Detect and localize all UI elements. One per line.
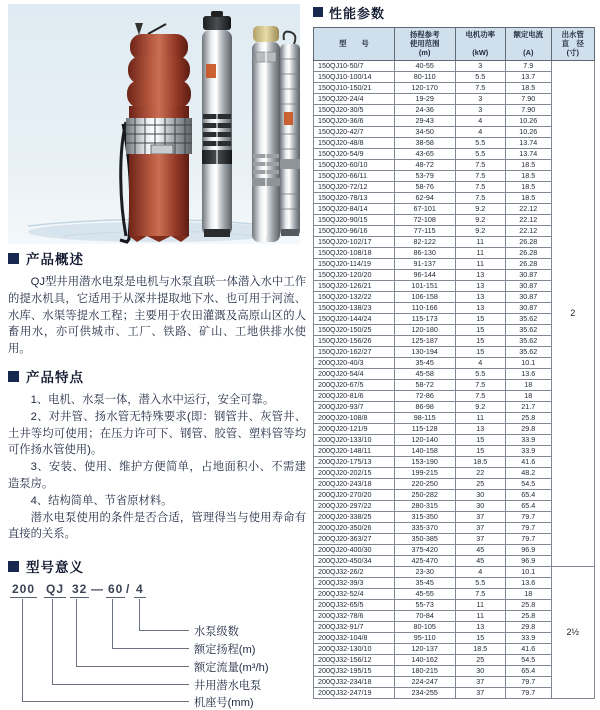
cell-power: 11 [455,610,506,621]
cell-model: 200QJ20-93/7 [314,401,395,412]
cell-range: 58-76 [394,181,455,192]
cell-power: 13 [455,269,506,280]
cell-current: 18.5 [506,192,551,203]
cell-model: 200QJ20-81/6 [314,390,395,401]
header-model [314,28,395,61]
cell-model: 200QJ32-195/15 [314,665,395,676]
cell-current: 13.7 [506,71,551,82]
cell-power: 5.5 [455,577,506,588]
cell-range: 40-55 [394,60,455,71]
cell-range: 115-173 [394,313,455,324]
cell-current: 48.2 [506,467,551,478]
cell-model: 200QJ20-40/3 [314,357,395,368]
cell-current: 35.62 [506,324,551,335]
cell-current: 29.8 [506,621,551,632]
cell-current: 30.87 [506,291,551,302]
header-outlet-line1: 出水管 [561,30,584,39]
cell-model: 200QJ20-338/25 [314,511,395,522]
cell-power: 22 [455,467,506,478]
cell-current: 29.8 [506,423,551,434]
cell-range: 120-140 [394,434,455,445]
cell-model: 150QJ10-50/7 [314,60,395,71]
cell-range: 67-101 [394,203,455,214]
cell-current: 25.8 [506,599,551,610]
cell-model: 150QJ20-150/25 [314,324,395,335]
cell-power: 30 [455,500,506,511]
features-title: 产品特点 [26,370,84,385]
table-header-row [314,28,595,61]
cell-current: 35.62 [506,313,551,324]
cell-power: 11 [455,258,506,269]
cell-power: 4 [455,357,506,368]
cell-power: 37 [455,533,506,544]
feature-item: 3、安装、使用、维护方便简单，占地面积小、不需建造泵房。 [8,461,306,490]
cell-range: 80-105 [394,621,455,632]
cell-model: 200QJ32-26/2 [314,566,395,577]
cell-range: 220-250 [394,478,455,489]
cell-power: 15 [455,324,506,335]
cell-current: 10.26 [506,115,551,126]
cell-range: 86-130 [394,247,455,258]
code-flow: 32 [72,582,88,596]
cell-range: 96-144 [394,269,455,280]
cell-model: 200QJ32-130/10 [314,643,395,654]
cell-model: 200QJ20-297/22 [314,500,395,511]
cell-current: 22.12 [506,214,551,225]
cell-current: 54.5 [506,478,551,489]
header-current-unit: (A) [523,48,534,58]
cell-power: 15 [455,313,506,324]
cell-current: 41.6 [506,456,551,467]
cell-range: 70-84 [394,610,455,621]
cell-range: 45-55 [394,588,455,599]
header-outlet [551,28,594,61]
cell-model: 150QJ20-108/18 [314,247,395,258]
cell-current: 18.5 [506,170,551,181]
section-bullet-icon [8,371,19,382]
cell-model: 150QJ20-162/27 [314,346,395,357]
cell-model: 150QJ20-84/14 [314,203,395,214]
cell-model: 200QJ20-363/27 [314,533,395,544]
cell-current: 79.7 [506,687,551,698]
cell-range: 375-420 [394,544,455,555]
cell-model: 150QJ20-96/16 [314,225,395,236]
cell-range: 86-98 [394,401,455,412]
code-head: 60 [108,582,124,596]
cell-current: 54.5 [506,654,551,665]
cell-model: 200QJ32-104/8 [314,632,395,643]
cell-current: 21.7 [506,401,551,412]
feature-item: 2、对井管、扬水管无特殊要求(即：钢管井、灰管井、土井等均可使用；在压力许可下、钢管、胶管、塑料管等均可作扬水管使用)。 [8,410,306,457]
cell-power: 5.5 [455,137,506,148]
cell-power: 15 [455,434,506,445]
cell-model: 200QJ32-65/5 [314,599,395,610]
cell-range: 55-73 [394,599,455,610]
cell-power: 7.5 [455,192,506,203]
cell-model: 150QJ20-114/19 [314,258,395,269]
cell-range: 234-255 [394,687,455,698]
cell-power: 7.5 [455,588,506,599]
cell-range: 35-45 [394,577,455,588]
cell-range: 125-187 [394,335,455,346]
cell-current: 33.9 [506,434,551,445]
cell-model: 200QJ20-243/18 [314,478,395,489]
label-flow: 额定流量(m³/h) [194,662,269,674]
cell-current: 30.87 [506,302,551,313]
cell-power: 25 [455,654,506,665]
cell-current: 35.62 [506,346,551,357]
cell-power: 13 [455,621,506,632]
label-stages: 水泵级数 [194,626,239,638]
cell-model: 200QJ32-234/18 [314,676,395,687]
cell-current: 30.87 [506,269,551,280]
cell-current: 18.5 [506,181,551,192]
cell-model: 150QJ20-48/8 [314,137,395,148]
cell-current: 7.9 [506,60,551,71]
table-row [314,60,595,71]
cell-power: 11 [455,599,506,610]
cell-current: 65.4 [506,500,551,511]
cell-power: 13 [455,280,506,291]
features-note: 潜水电泵使用的条件是否合适，管理得当与使用寿命有直接的关系。 [8,511,306,541]
cell-power: 13 [455,423,506,434]
cell-power: 7.5 [455,390,506,401]
overview-title: 产品概述 [26,252,84,267]
cell-power: 15 [455,335,506,346]
cell-model: 150QJ20-120/20 [314,269,395,280]
section-overview [8,248,306,358]
cell-range: 98-115 [394,412,455,423]
cell-power: 18.5 [455,456,506,467]
code-dash: — [91,582,103,596]
cell-model: 150QJ20-90/15 [314,214,395,225]
cell-model: 150QJ20-30/5 [314,104,395,115]
cell-range: 29-43 [394,115,455,126]
cell-power: 5.5 [455,368,506,379]
header-model-text: 型 号 [339,39,369,49]
cell-model: 150QJ20-54/9 [314,148,395,159]
cell-range: 24-36 [394,104,455,115]
cell-model: 200QJ32-247/19 [314,687,395,698]
cell-power: 15 [455,632,506,643]
cell-range: 48-72 [394,159,455,170]
cell-outlet-diameter: 2½ [551,566,594,698]
cell-power: 7.5 [455,82,506,93]
cell-power: 7.5 [455,379,506,390]
cell-power: 3 [455,93,506,104]
cell-range: 110-166 [394,302,455,313]
cell-model: 200QJ20-202/15 [314,467,395,478]
section-features [8,366,306,543]
cell-current: 26.28 [506,258,551,269]
cell-range: 91-137 [394,258,455,269]
section-bullet-icon [313,7,323,17]
cell-range: 43-65 [394,148,455,159]
cell-model: 200QJ20-350/26 [314,522,395,533]
cell-power: 7.5 [455,170,506,181]
cell-range: 130-194 [394,346,455,357]
cell-current: 65.4 [506,489,551,500]
cell-range: 335-370 [394,522,455,533]
section-model-meaning [8,556,306,709]
cell-power: 3 [455,104,506,115]
cell-power: 37 [455,676,506,687]
cell-model: 200QJ20-175/13 [314,456,395,467]
cell-model: 150QJ20-66/11 [314,170,395,181]
cell-model: 200QJ32-39/3 [314,577,395,588]
cell-range: 106-158 [394,291,455,302]
cell-range: 350-385 [394,533,455,544]
cell-range: 82-122 [394,236,455,247]
cell-power: 30 [455,665,506,676]
label-base: 机座号(mm) [194,697,254,709]
cell-range: 80-110 [394,71,455,82]
cell-model: 150QJ20-126/21 [314,280,395,291]
model-meaning-title: 型号意义 [26,560,84,575]
cell-model: 150QJ20-60/10 [314,159,395,170]
cell-model: 150QJ20-138/23 [314,302,395,313]
cell-model: 200QJ20-270/20 [314,489,395,500]
cell-range: 34-50 [394,126,455,137]
cell-outlet-diameter: 2 [551,60,594,566]
cell-model: 150QJ20-72/12 [314,181,395,192]
pumps-illustration [8,4,300,244]
cell-model: 150QJ20-132/22 [314,291,395,302]
cell-power: 13 [455,302,506,313]
cell-power: 30 [455,489,506,500]
cell-power: 37 [455,511,506,522]
cell-current: 26.28 [506,236,551,247]
cell-model: 150QJ20-42/7 [314,126,395,137]
cell-range: 224-247 [394,676,455,687]
cell-current: 96.9 [506,555,551,566]
cell-current: 13.6 [506,577,551,588]
cell-range: 101-151 [394,280,455,291]
cell-current: 65.4 [506,665,551,676]
header-current [506,28,551,61]
cell-model: 200QJ20-148/11 [314,445,395,456]
cell-current: 33.9 [506,632,551,643]
cell-power: 4 [455,126,506,137]
cell-range: 199-215 [394,467,455,478]
cell-range: 23-30 [394,566,455,577]
model-code-diagram [8,582,306,709]
cell-model: 200QJ32-52/4 [314,588,395,599]
cell-power: 9.2 [455,214,506,225]
cell-current: 26.28 [506,247,551,258]
section-bullet-icon [8,561,19,572]
cell-current: 18.5 [506,82,551,93]
pump-steel-beige-cap [252,26,280,242]
cell-range: 77-115 [394,225,455,236]
cell-range: 120-170 [394,82,455,93]
header-outlet-line2: 直 径 [561,39,584,49]
cell-power: 18.5 [455,643,506,654]
cell-range: 140-162 [394,654,455,665]
cell-range: 140-158 [394,445,455,456]
cell-current: 30.87 [506,280,551,291]
section-performance [313,3,599,699]
cell-range: 45-58 [394,368,455,379]
cell-range: 72-86 [394,390,455,401]
label-type: 井用潜水电泵 [194,680,262,692]
cell-range: 180-215 [394,665,455,676]
cell-power: 7.5 [455,159,506,170]
header-range-line2: 使用范围 [409,39,440,49]
code-stages: 4 [136,582,144,596]
cell-current: 10.26 [506,126,551,137]
header-range [394,28,455,61]
header-range-unit: (m) [418,48,431,58]
performance-table [313,27,595,699]
cell-range: 35-45 [394,357,455,368]
performance-title: 性能参数 [329,5,386,21]
cell-current: 18.5 [506,159,551,170]
cell-power: 11 [455,412,506,423]
cell-current: 10.1 [506,566,551,577]
cell-power: 4 [455,115,506,126]
connector-line [22,599,189,702]
cell-model: 200QJ32-91/7 [314,621,395,632]
cell-current: 22.12 [506,203,551,214]
cell-model: 150QJ20-24/4 [314,93,395,104]
cell-range: 120-180 [394,324,455,335]
cell-power: 13 [455,291,506,302]
product-photo [8,4,300,244]
cell-current: 41.6 [506,643,551,654]
cell-current: 18 [506,588,551,599]
cell-model: 200QJ20-108/8 [314,412,395,423]
header-power [455,28,506,61]
cell-power: 45 [455,555,506,566]
cell-current: 22.12 [506,225,551,236]
cell-current: 33.9 [506,445,551,456]
cell-range: 250-282 [394,489,455,500]
cell-current: 79.7 [506,522,551,533]
overview-body: QJ型井用潜水电泵是电机与水泵直联一体潜入水中工作的提水机具，它适用于从深井提取地下水、也可用于河流、水库、水渠等提水工程；主要用于农田灌溉及高原山区的人畜用水，亦可供城市、工厂、铁路、矿山、工地供排水使用。 [8,276,306,356]
cell-power: 5.5 [455,148,506,159]
header-power-line1: 电机功率 [465,30,496,39]
cell-model: 200QJ20-400/30 [314,544,395,555]
cell-range: 62-94 [394,192,455,203]
cell-power: 5.5 [455,71,506,82]
cell-current: 7.90 [506,104,551,115]
feature-item: 4、结构简单、节省原材料。 [30,494,173,507]
cell-current: 13.74 [506,148,551,159]
cell-range: 53-79 [394,170,455,181]
cell-current: 79.7 [506,533,551,544]
header-outlet-unit: (寸) [566,48,579,58]
cell-model: 200QJ32-78/6 [314,610,395,621]
cell-current: 35.62 [506,335,551,346]
cell-range: 58-72 [394,379,455,390]
pump-steel-black-cap [202,11,232,237]
cell-power: 15 [455,346,506,357]
feature-item: 1、电机、水泵一体，潜入水中运行，安全可靠。 [30,394,275,406]
cell-power: 9.2 [455,225,506,236]
cell-power: 37 [455,687,506,698]
cell-current: 7.90 [506,93,551,104]
cell-current: 25.8 [506,610,551,621]
cell-power: 9.2 [455,401,506,412]
cell-model: 200QJ20-54/4 [314,368,395,379]
cell-model: 200QJ32-156/12 [314,654,395,665]
cell-range: 425-470 [394,555,455,566]
cell-current: 79.7 [506,676,551,687]
cell-range: 315-350 [394,511,455,522]
cell-current: 13.6 [506,368,551,379]
cell-power: 4 [455,566,506,577]
cell-model: 150QJ10-100/14 [314,71,395,82]
cell-current: 18 [506,379,551,390]
cell-model: 150QJ20-102/17 [314,236,395,247]
code-slash: / [126,582,130,596]
table-row [314,566,595,577]
cell-power: 9.2 [455,203,506,214]
label-head: 额定扬程(m) [194,644,256,656]
header-power-unit: (kW) [472,48,489,58]
cell-power: 11 [455,247,506,258]
cell-current: 10.1 [506,357,551,368]
cell-model: 150QJ20-156/26 [314,335,395,346]
cell-range: 153-190 [394,456,455,467]
cell-range: 72-108 [394,214,455,225]
cell-model: 200QJ20-133/10 [314,434,395,445]
cell-power: 37 [455,522,506,533]
cell-model: 200QJ20-121/9 [314,423,395,434]
cell-model: 200QJ20-450/34 [314,555,395,566]
cell-model: 150QJ20-36/6 [314,115,395,126]
cell-model: 150QJ10-150/21 [314,82,395,93]
cell-power: 7.5 [455,181,506,192]
cell-power: 25 [455,478,506,489]
cell-range: 115-128 [394,423,455,434]
cell-current: 79.7 [506,511,551,522]
cell-current: 25.8 [506,412,551,423]
section-bullet-icon [8,253,19,264]
cell-range: 95-110 [394,632,455,643]
header-range-line1: 扬程参考 [409,30,440,39]
cell-model: 150QJ20-78/13 [314,192,395,203]
cell-current: 96.9 [506,544,551,555]
cell-range: 19-29 [394,93,455,104]
cell-model: 200QJ20-67/5 [314,379,395,390]
cell-current: 18 [506,390,551,401]
params-table-body [314,60,595,698]
cell-range: 38-58 [394,137,455,148]
header-current-line1: 额定电流 [513,30,544,39]
code-type: QJ [46,582,65,596]
cell-power: 11 [455,236,506,247]
cell-model: 150QJ20-144/24 [314,313,395,324]
pump-slim-mesh [280,32,300,236]
cell-power: 45 [455,544,506,555]
cell-power: 15 [455,445,506,456]
cell-power: 3 [455,60,506,71]
cell-current: 13.74 [506,137,551,148]
cell-range: 120-137 [394,643,455,654]
code-base: 200 [12,582,36,596]
cell-range: 280-315 [394,500,455,511]
